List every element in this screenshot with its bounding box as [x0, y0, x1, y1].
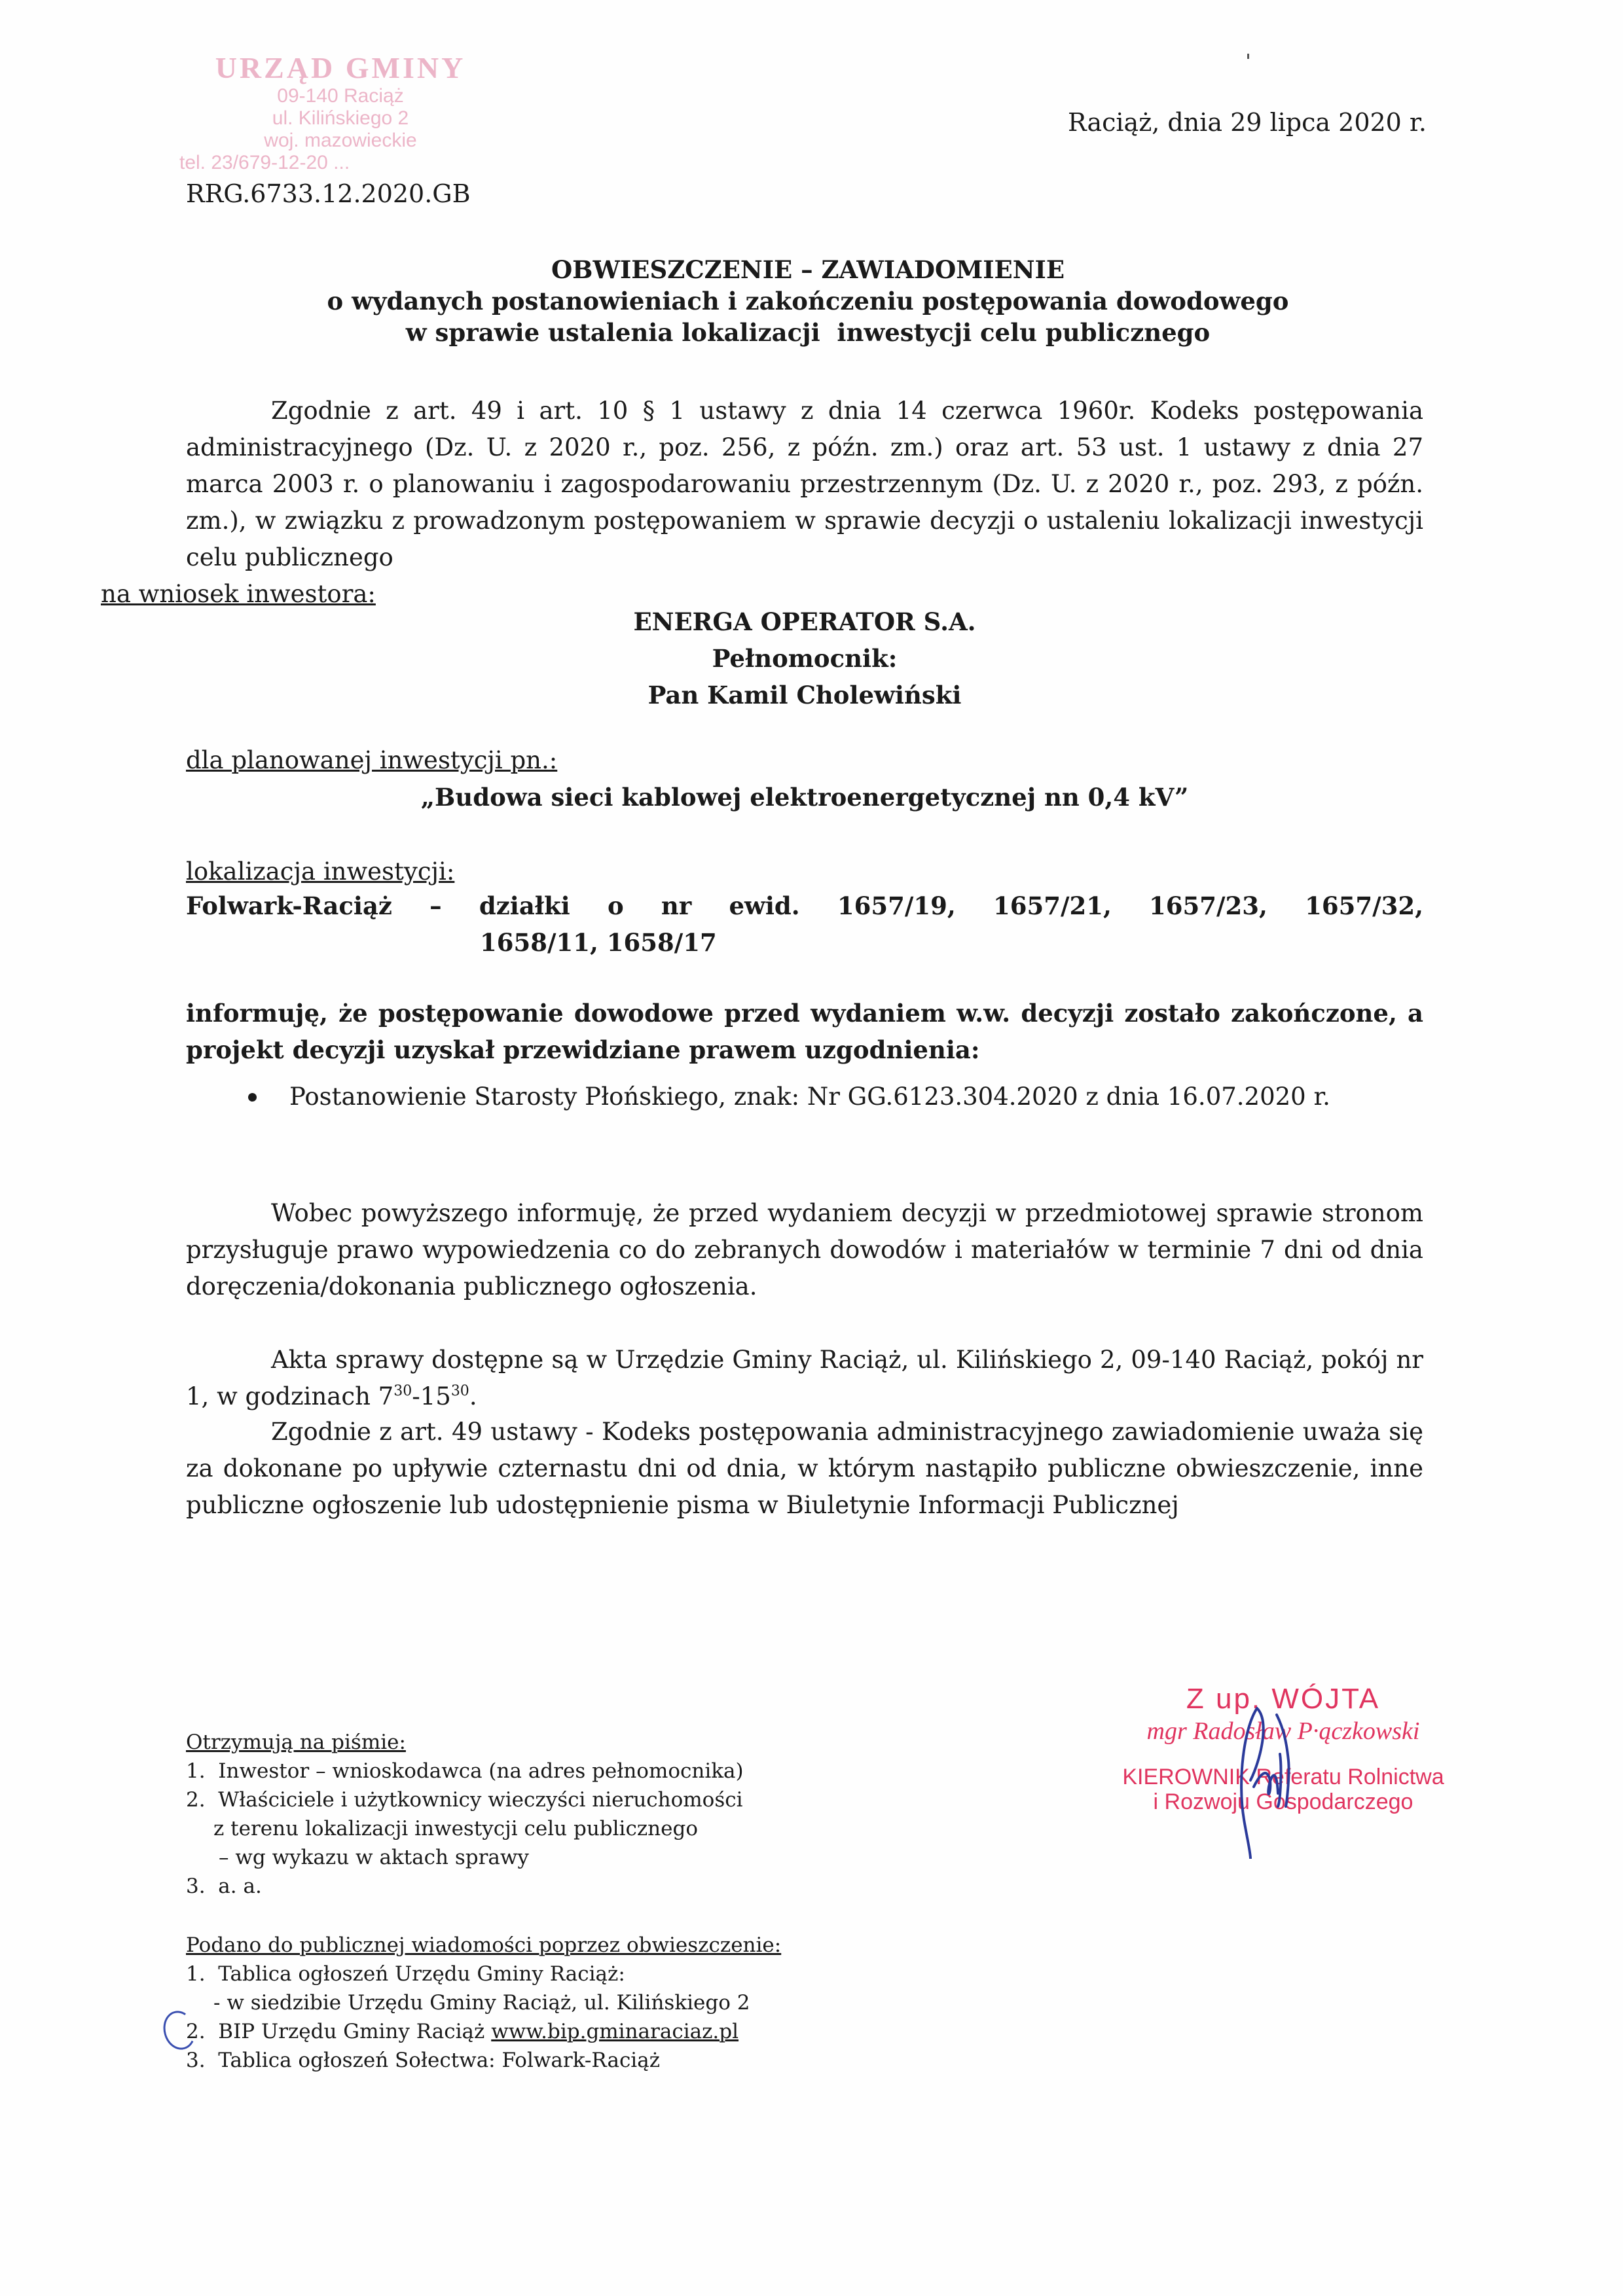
list-item-continuation: - w siedzibie Urzędu Gminy Raciąż, ul. Kilińskiego 2	[213, 1991, 750, 2015]
title-line-2: o wydanych postanowieniach i zakończeniu postępowania dowodowego	[327, 287, 1289, 315]
list-item: 2. Właściciele i użytkownicy wieczyści nieruchomości	[186, 1788, 743, 1812]
investment-label: dla planowanej inwestycji pn.:	[186, 746, 558, 774]
list-item: 3. Tablica ogłoszeń Sołectwa: Folwark-Raciąż	[186, 2049, 661, 2072]
list-item	[186, 2017, 781, 2046]
office-stamp-phone: tel. 23/679-12-20 ...	[179, 152, 350, 173]
document-title	[186, 254, 1430, 348]
signature-stamp-position: KIEROWNIK Referatu Rolnictwa	[1122, 1765, 1444, 1789]
bullet-text: Postanowienie Starosty Płońskiego, znak: Nr GG.6123.304.2020 z dnia 16.07.2020 r.	[289, 1083, 1330, 1111]
case-files-text: Akta sprawy dostępne są w Urzędzie Gminy Raciąż, ul. Kilińskiego 2, 09-140 Raciąż, pokój nr 1, w godzinach 7	[186, 1346, 1423, 1410]
proceedings-completed-statement: informuję, że postępowanie dowodowe przed wydaniem w.w. decyzji zostało zakończone, a projekt decyzji uzyskał przewidziane prawem uzgodnienia:	[186, 999, 1423, 1064]
bullet-icon	[248, 1093, 257, 1102]
list-item	[186, 1079, 1423, 1115]
list-item-text: 2. BIP Urzędu Gminy Raciąż	[186, 2020, 492, 2043]
list-item: 1. Tablica ogłoszeń Urzędu Gminy Raciąż:	[186, 1962, 625, 1986]
hours-superscript: 30	[393, 1383, 412, 1399]
office-stamp-title: URZĄD GMINY	[215, 51, 466, 84]
investment-name: „Budowa sieci kablowej elektroenergetycznej nn 0,4 kV”	[420, 783, 1189, 812]
case-files-text: .	[469, 1382, 477, 1410]
case-files-paragraph	[186, 1342, 1423, 1415]
bip-link[interactable]: www.bip.gminaraciaz.pl	[491, 2020, 739, 2043]
notification-effect-paragraph: Zgodnie z art. 49 ustawy - Kodeks postępowania administracyjnego zawiadomienie uważa się za dokonane po upływie czternastu dni od dnia, w którym nastąpiło publiczne obwieszczenie, inne publiczne ogłoszenie lub udostępnienie pisma w Biuletynie Informacji Publicznej	[186, 1418, 1423, 1519]
signature-stamp-department: i Rozwoju Gospodarczego	[1153, 1789, 1413, 1814]
proxy-label: Pełnomocnik:	[712, 644, 898, 673]
list-item-continuation: z terenu lokalizacji inwestycji celu publicznego	[213, 1817, 698, 1840]
title-line-3: w sprawie ustalenia lokalizacji inwestycji celu publicznego	[405, 318, 1211, 347]
signature-stamp-name: mgr Radosław P·ączkowski	[1146, 1717, 1420, 1745]
title-line-1: OBWIESZCZENIE – ZAWIADOMIENIE	[551, 255, 1065, 284]
publication-heading: Podano do publicznej wiadomości poprzez obwieszczenie:	[186, 1933, 782, 1957]
investor-company: ENERGA OPERATOR S.A.	[633, 607, 976, 636]
office-stamp	[179, 51, 484, 174]
signature-stamp-authority: Z up. WÓJTA	[1186, 1683, 1381, 1715]
list-item: 1. Inwestor – wnioskodawca (na adres pełnomocnika)	[186, 1759, 744, 1783]
office-stamp-line: ul. Kilińskiego 2	[272, 107, 409, 129]
publication-list	[186, 1931, 781, 2075]
investor-block	[186, 603, 1423, 713]
office-stamp-line: 09-140 Raciąż	[277, 85, 404, 107]
location-parcels-line-2: 1658/11, 1658/17	[480, 928, 717, 957]
scan-artifact	[1247, 54, 1249, 59]
list-item: 3. a. a.	[186, 1874, 262, 1898]
recipients-list	[186, 1728, 744, 1901]
right-to-comment-paragraph: Wobec powyższego informuję, że przed wydaniem decyzji w przedmiotowej sprawie stronom przysługuje prawo wypowiedzenia co do zebranych dowodów i materiałów w terminie 7 dni od dnia doręczenia/dokonania publicznego ogłoszenia.	[186, 1199, 1423, 1300]
handwritten-signature-icon	[1231, 1702, 1309, 1859]
legal-basis-paragraph	[101, 393, 1423, 613]
list-item-continuation: – wg wykazu w aktach sprawy	[219, 1846, 529, 1869]
location-parcels-line-1: Folwark-Raciąż – działki o nr ewid. 1657/19, 1657/21, 1657/23, 1657/32,	[186, 891, 1423, 920]
applicant-label: na wniosek inwestora:	[101, 580, 376, 608]
case-files-text: -15	[412, 1382, 451, 1410]
legal-basis-text: Zgodnie z art. 49 i art. 10 § 1 ustawy z dnia 14 czerwca 1960r. Kodeks postępowania administracyjnego (Dz. U. z 2020 r., poz. 256, z późn. zm.) oraz art. 53 ust. 1 ustawy z dnia 27 marca 2003 r. o planowaniu i zagospodarowaniu przestrzennym (Dz. U. z 2020 r., poz. 293, z późn. zm.), w związku z prowadzonym postępowaniem w sprawie decyzji o ustaleniu lokalizacji inwestycji celu publicznego	[186, 397, 1423, 571]
location-label: lokalizacja inwestycji:	[186, 857, 455, 886]
recipients-heading: Otrzymują na piśmie:	[186, 1731, 406, 1754]
document-date: Raciąż, dnia 29 lipca 2020 r.	[1067, 108, 1427, 137]
proxy-name: Pan Kamil Cholewiński	[647, 681, 962, 709]
reference-number: RRG.6733.12.2020.GB	[186, 179, 471, 208]
office-stamp-line: woj. mazowieckie	[264, 130, 417, 151]
hours-superscript: 30	[450, 1383, 469, 1399]
